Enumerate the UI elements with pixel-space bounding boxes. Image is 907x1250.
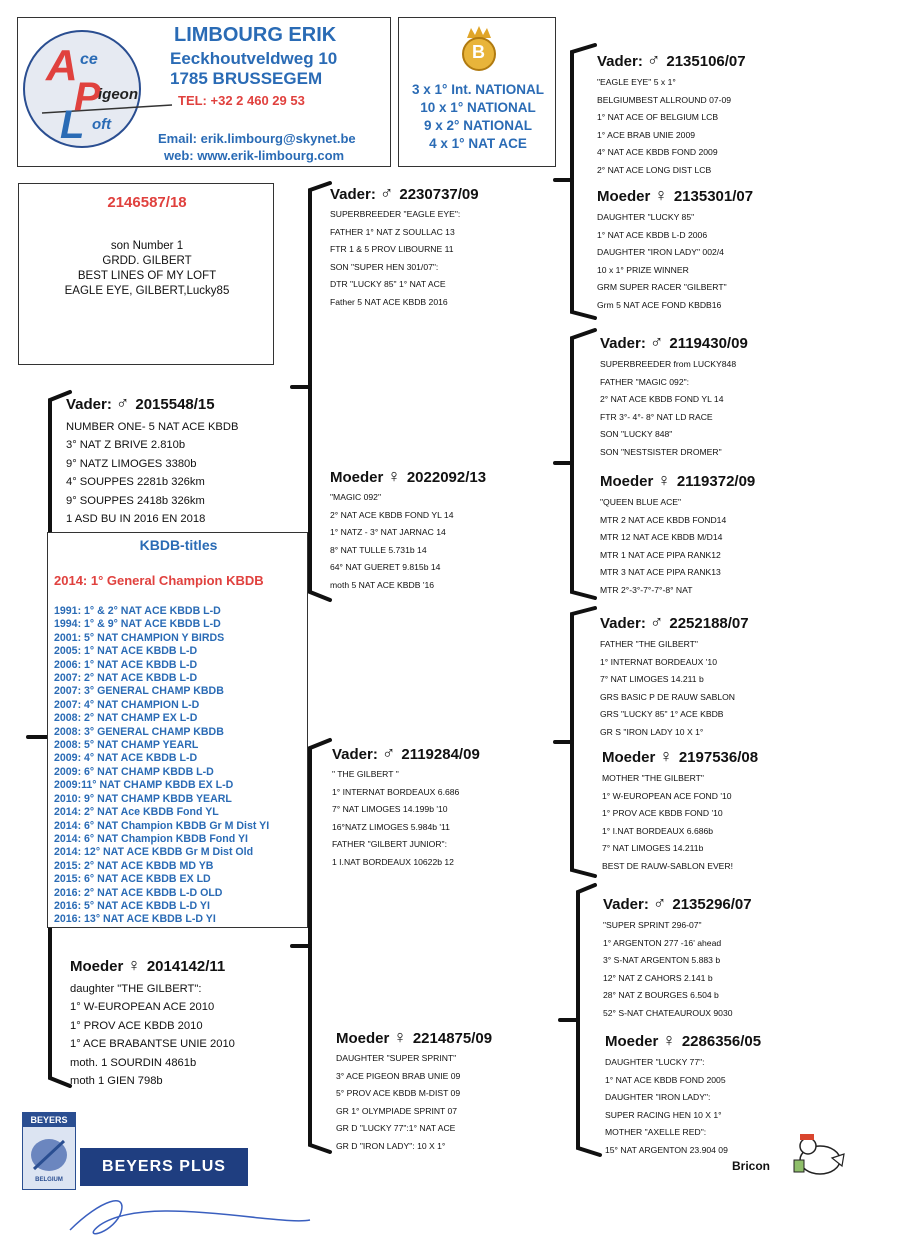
bird-line: DAUGHTER "IRON LADY": [605,1092,711,1103]
logo-word-oft: oft [92,116,112,133]
male-symbol-icon: ♂ [649,332,664,352]
kbdb-entry: 2014: 2° NAT Ace KBDB Fond YL [54,806,219,819]
female-symbol-icon: ♀ [657,470,671,490]
dam-line: daughter "THE GILBERT": [70,983,202,995]
beyers-logo-top: BEYERS [23,1113,75,1127]
bird-label: Moeder [336,1030,390,1047]
sire-line: 4° SOUPPES 2281b 326km [66,476,205,489]
bird-line: 8° NAT TULLE 5.731b 14 [330,544,427,555]
bird-line: 1° W-EUROPEAN ACE FOND '10 [602,790,732,801]
subject-line: BEST LINES OF MY LOFT [77,270,217,282]
subject-lines [19,239,275,299]
gen3-bird-7 [603,893,752,1023]
sire-line: NUMBER ONE- 5 NAT ACE KBDB [66,421,239,433]
female-symbol-icon: ♀ [127,955,141,975]
bird-line: DAUGHTER "IRON LADY" 002/4 [597,247,724,258]
bird-title [597,50,746,71]
bird-label: Vader: [597,53,643,70]
bricon-brand: Bricon [732,1159,771,1173]
bird-line: 1° PROV ACE KBDB FOND '10 [602,808,723,819]
subject-line: son Number 1 [110,240,184,252]
dam-line: 1° ACE BRABANTSE UNIE 2010 [70,1038,235,1051]
bricon-pigeon-icon [788,1128,848,1180]
owner-name: LIMBOURG ERIK [174,24,337,46]
male-symbol-icon: ♂ [646,50,661,70]
bird-line: GRM SUPER RACER "GILBERT" [597,282,727,293]
bird-label: Vader: [332,746,378,763]
bird-title [336,1027,492,1048]
bird-title [330,183,479,204]
bird-line: 4° NAT ACE KBDB FOND 2009 [597,147,718,158]
dam-title [70,955,235,976]
kbdb-entry: 2007: 3° GENERAL CHAMP KBDB [54,685,224,698]
gen2-bird-4 [336,1027,492,1156]
logo-word-ace: ce [80,51,98,68]
bird-line: 3° ACE PIGEON BRAB UNIE 09 [336,1070,461,1081]
bird-line: FATHER "GILBERT JUNIOR": [332,839,447,850]
pigeon-emblem-icon [24,1129,74,1177]
sire-line: 9° NATZ LIMOGES 3380b [66,457,197,470]
gen3-bird-5 [600,612,749,742]
kbdb-entry: 2016: 13° NAT ACE KBDB L-D YI [54,913,216,926]
kbdb-champion: 2014: 1° General Champion KBDB [54,573,264,588]
bird-label: Vader: [600,615,646,632]
award-line: 9 x 2° NATIONAL [424,118,532,133]
bird-line: MOTHER "THE GILBERT" [602,773,704,783]
bird-line: FATHER "THE GILBERT" [600,639,698,649]
bird-line: BELGIUMBEST ALLROUND 07-09 [597,94,732,105]
kbdb-entry: 2007: 2° NAT ACE KBDB L-D [54,672,198,685]
bird-line: FATHER 1° NAT Z SOULLAC 13 [330,226,455,237]
sire-title [66,393,238,414]
bird-line: 16°NATZ LIMOGES 5.984b '11 [332,821,450,832]
male-symbol-icon: ♂ [379,183,394,203]
bird-line: 1° I.NAT BORDEAUX 6.686b [602,825,714,836]
owner-city: 1785 BRUSSEGEM [170,69,323,88]
female-symbol-icon: ♀ [387,466,401,486]
female-symbol-icon: ♀ [659,746,673,766]
bird-line: 2° NAT ACE LONG DIST LCB [597,164,712,175]
bird-line: 2° NAT ACE KBDB FOND YL 14 [330,509,454,520]
subject-ring: 2146587/18 [107,194,187,211]
subject-line: EAGLE EYE, GILBERT,Lucky85 [64,285,230,297]
dam-line: 1° PROV ACE KBDB 2010 [70,1019,203,1032]
bird-line: SUPERBREEDER from LUCKY848 [600,359,737,369]
bird-line: FTR 1 & 5 PROV LIBOURNE 11 [330,244,454,255]
bird-ring: 2214875/09 [412,1030,493,1047]
bird-title [600,612,749,633]
awards-box [398,17,556,167]
male-symbol-icon: ♂ [381,743,396,763]
crown-badge-icon [461,26,497,74]
bird-title [602,746,758,767]
kbdb-entry: 2009: 6° NAT CHAMP KBDB L-D [54,765,214,778]
bird-line: 7° NAT LIMOGES 14.211 b [600,674,704,685]
kbdb-entry: 2006: 1° NAT ACE KBDB L-D [54,658,198,671]
bird-label: Moeder [600,473,654,490]
female-symbol-icon: ♀ [393,1027,407,1047]
bird-line: SUPER RACING HEN 10 X 1° [605,1109,722,1120]
award-line: 4 x 1° NAT ACE [429,136,527,151]
bird-line: "MAGIC 092" [330,492,381,502]
bird-ring: 2119430/09 [669,335,748,352]
logo-word-igeon: igeon [98,86,138,103]
kbdb-entry: 2014: 12° NAT ACE KBDB Gr M Dist Old [54,846,254,859]
bird-title [600,332,748,353]
header-box [17,17,391,167]
kbdb-entry: 2009: 4° NAT ACE KBDB L-D [54,752,198,765]
bird-line: 7° NAT LIMOGES 14.199b '10 [332,804,448,815]
sire-card [66,393,238,528]
bird-title [600,470,755,491]
bird-line: "QUEEN BLUE ACE" [600,497,682,507]
beyers-logo [22,1112,76,1190]
bird-line: 1° INTERNAT BORDEAUX 6.686 [332,786,460,797]
owner-email[interactable]: Email: erik.limbourg@skynet.be [158,131,356,146]
kbdb-entry: 2016: 5° NAT ACE KBDB L-D YI [54,899,210,912]
kbdb-entry: 2007: 4° NAT CHAMPION L-D [54,698,200,711]
bird-label: Vader: [330,186,376,203]
subject-box [18,183,274,365]
bird-line: 1° NAT ACE OF BELGIUM LCB [597,112,719,123]
logo-letter-a: A [46,41,78,90]
bird-line: MTR 3 NAT ACE PIPA RANK13 [600,567,721,578]
kbdb-entry: 2008: 2° NAT CHAMP EX L-D [54,712,198,725]
bird-label: Vader: [603,896,649,913]
bird-line: MTR 12 NAT ACE KBDB M/D14 [600,532,723,543]
bird-line: DAUGHTER "LUCKY 85" [597,212,695,222]
sire-ring: 2015548/15 [135,396,215,413]
gen3-bird-2 [597,185,753,315]
bird-ring: 2022092/13 [406,469,487,486]
bird-line: MTR 2°-3°-7°-7°-8° NAT [600,584,693,595]
owner-phone: TEL: +32 2 460 29 53 [178,93,305,108]
bird-line: MOTHER "AXELLE RED": [605,1127,707,1138]
dam-line: moth. 1 SOURDIN 4861b [70,1056,197,1069]
bird-line: " THE GILBERT " [332,769,399,779]
kbdb-entry: 2015: 2° NAT ACE KBDB MD YB [54,859,214,872]
kbdb-entry: 2014: 6° NAT Champion KBDB Gr M Dist YI [54,819,270,832]
sire-line: 9° SOUPPES 2418b 326km [66,494,205,507]
bird-title [330,466,486,487]
sire-label: Vader: [66,396,112,413]
bird-line: Grm 5 NAT ACE FOND KBDB16 [597,299,722,310]
bird-line: MTR 2 NAT ACE KBDB FOND14 [600,514,727,525]
bird-line: DAUGHTER "LUCKY 77": [605,1057,705,1067]
bird-line: 1° NAT ACE KBDB FOND 2005 [605,1074,726,1085]
bird-line: 10 x 1° PRIZE WINNER [597,264,689,275]
kbdb-entry: 2001: 5° NAT CHAMPION Y BIRDS [54,631,225,644]
dam-label: Moeder [70,958,124,975]
female-symbol-icon: ♀ [662,1030,676,1050]
kbdb-entry: 1991: 1° & 2° NAT ACE KBDB L-D [54,605,221,617]
bird-line: SUPERBREEDER "EAGLE EYE": [330,209,461,219]
male-symbol-icon: ♂ [652,893,667,913]
gen3-bird-8 [605,1030,761,1160]
bird-line: SON "LUCKY 848" [600,429,673,440]
bird-line: GR 1° OLYMPIADE SPRINT 07 [336,1105,458,1116]
bird-line: 1° INTERNAT BORDEAUX '10 [600,656,717,667]
bird-line: 52° S-NAT CHATEAUROUX 9030 [603,1007,733,1018]
gen3-bird-4 [600,470,755,600]
kbdb-entry: 2008: 5° NAT CHAMP YEARL [54,739,199,752]
kbdb-entry: 2015: 6° NAT ACE KBDB EX LD [54,873,211,886]
kbdb-entry: 2008: 3° GENERAL CHAMP KBDB [54,725,224,738]
bird-line: 12° NAT Z CAHORS 2.141 b [603,972,713,983]
award-line: 10 x 1° NATIONAL [420,100,536,115]
dam-line: moth 1 GIEN 798b [70,1075,163,1088]
bird-label: Moeder [330,469,384,486]
kbdb-entry: 2016: 2° NAT ACE KBDB L-D OLD [54,886,223,899]
bird-line: SON "SUPER HEN 301/07": [330,261,439,272]
bird-title [332,743,480,764]
sire-line: 1 ASD BU IN 2016 EN 2018 [66,513,206,526]
bird-ring: 2252188/07 [669,615,749,632]
dam-ring: 2014142/11 [146,958,226,975]
dam-line: 1° W-EUROPEAN ACE 2010 [70,1001,215,1014]
gen2-bird-1 [330,183,479,312]
male-symbol-icon: ♂ [649,612,664,632]
bird-line: GR D "LUCKY 77":1° NAT ACE [336,1123,456,1134]
bird-line: "SUPER SPRINT 296-07" [603,920,702,930]
badge-letter: B [472,42,485,62]
bird-line: 2° NAT ACE KBDB FOND YL 14 [600,394,724,405]
dam-card [70,955,235,1090]
bird-ring: 2230737/09 [399,186,479,203]
bird-line: 3° S-NAT ARGENTON 5.883 b [603,955,721,966]
bird-ring: 2197536/08 [678,749,759,766]
ace-pigeon-loft-logo [24,23,144,158]
awards-lines [399,81,557,153]
bird-ring: 2286356/05 [681,1033,762,1050]
owner-street: Eeckhoutveldweg 10 [170,49,338,68]
bird-line: 64° NAT GUERET 9.815b 14 [330,562,441,573]
kbdb-list [54,605,269,927]
bird-label: Moeder [597,188,651,205]
bird-line: Father 5 NAT ACE KBDB 2016 [330,296,448,307]
gen2-bird-3 [332,743,480,872]
bird-label: Moeder [602,749,656,766]
kbdb-entry: 2010: 9° NAT CHAMP KBDB YEARL [54,792,232,805]
bird-line: moth 5 NAT ACE KBDB '16 [330,579,435,590]
logo-letter-p: P [74,75,101,119]
owner-website[interactable]: web: www.erik-limbourg.com [164,148,345,163]
gen3-bird-6 [602,746,758,876]
kbdb-titles-box [47,532,308,928]
bird-ring: 2119372/09 [676,473,756,490]
bird-line: 1° ACE BRAB UNIE 2009 [597,129,696,140]
kbdb-title: KBDB-titles [139,537,218,553]
bird-line: DAUGHTER "SUPER SPRINT" [336,1053,457,1063]
kbdb-entry: 2005: 1° NAT ACE KBDB L-D [54,645,198,658]
bird-line: 5° PROV ACE KBDB M-DIST 09 [336,1088,461,1099]
male-symbol-icon: ♂ [115,393,130,413]
gen3-bird-3 [600,332,748,462]
bird-line: FTR 3°- 4°- 8° NAT LD RACE [600,411,713,422]
bird-label: Vader: [600,335,646,352]
bird-line: GR D "IRON LADY": 10 X 1° [336,1140,446,1151]
bird-line: GR S "IRON LADY 10 X 1° [600,726,704,737]
gen2-bird-2 [330,466,486,595]
bird-line: FATHER "MAGIC 092": [600,376,690,387]
bird-ring: 2135301/07 [673,188,754,205]
bird-line: 1° NAT ACE KBDB L-D 2006 [597,229,708,240]
gen3-bird-1 [597,50,746,180]
bird-title [603,893,752,914]
bird-line: 15° NAT ARGENTON 23.904 09 [605,1144,728,1155]
bird-line: 7° NAT LIMOGES 14.211b [602,843,704,854]
subject-line: GRDD. GILBERT [102,255,192,267]
sire-line: 3° NAT Z BRIVE 2.810b [66,439,186,452]
kbdb-entry: 2014: 6° NAT Champion KBDB Fond YI [54,832,248,845]
bird-line: "EAGLE EYE" 5 x 1° [597,77,676,87]
signature-scribble [60,1190,320,1250]
bird-ring: 2119284/09 [401,746,480,763]
bird-ring: 2135106/07 [666,53,746,70]
logo-letter-l: L [60,103,85,147]
kbdb-entry: 2009:11° NAT CHAMP KBDB EX L-D [54,779,234,792]
bird-line: SON "NESTSISTER DROMER" [600,446,722,457]
bird-label: Moeder [605,1033,659,1050]
beyers-plus-banner: BEYERS PLUS [80,1148,248,1186]
beyers-logo-sub: BELGIUM [35,1177,63,1183]
bird-line: GRS BASIC P DE RAUW SABLON [600,691,735,702]
bird-title [605,1030,761,1051]
bird-line: GRS "LUCKY 85" 1° ACE KBDB [600,709,724,720]
bird-line: 1 I.NAT BORDEAUX 10622b 12 [332,856,454,867]
bird-line: 1° ARGENTON 277 -16' ahead [603,937,722,948]
kbdb-entry: 1994: 1° & 9° NAT ACE KBDB L-D [54,618,221,631]
bird-line: 28° NAT Z BOURGES 6.504 b [603,990,719,1001]
bird-title [597,185,753,206]
bird-line: DTR "LUCKY 85" 1° NAT ACE [330,279,446,290]
bird-line: BEST DE RAUW-SABLON EVER! [602,860,734,871]
bird-line: 1° NATZ - 3° NAT JARNAC 14 [330,527,446,538]
bird-line: MTR 1 NAT ACE PIPA RANK12 [600,549,721,560]
award-line: 3 x 1° Int. NATIONAL [412,82,544,97]
female-symbol-icon: ♀ [654,185,668,205]
bird-ring: 2135296/07 [672,896,752,913]
